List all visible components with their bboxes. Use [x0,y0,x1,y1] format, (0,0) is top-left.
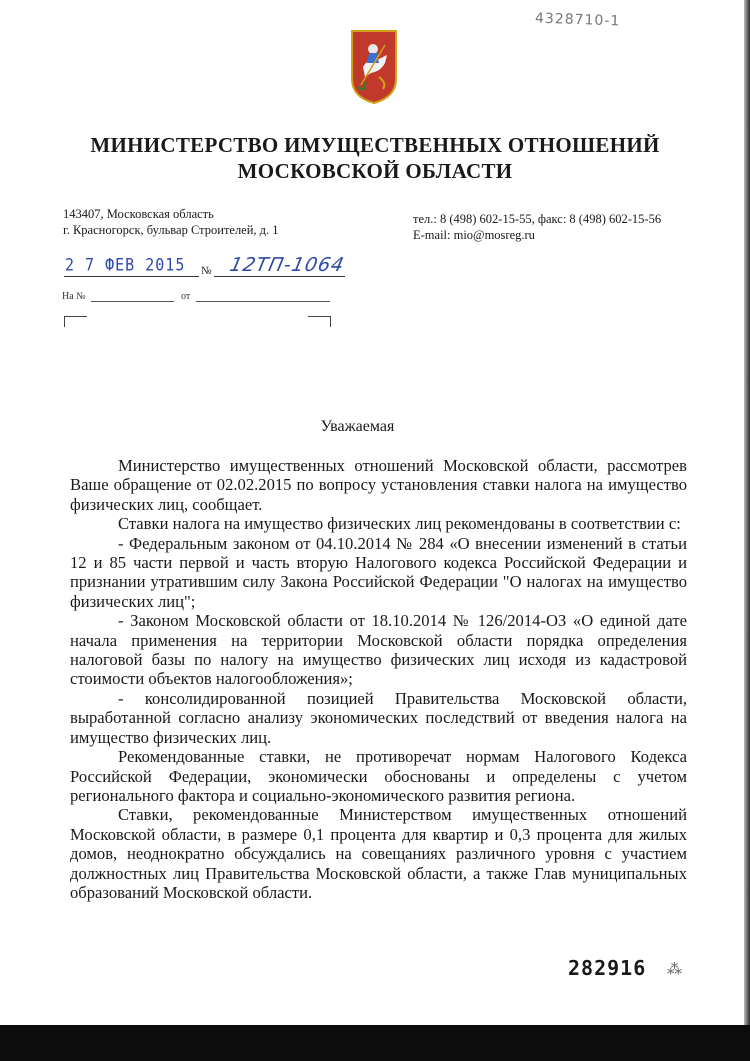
registration-number: 12ТП-1064 [227,254,347,276]
paragraph: - консолидированной позицией Правительства Московской области, выработанной согласно анализу экономических последствий от введения налога на имущество физических лиц. [70,688,687,747]
number-sign: № [201,265,212,277]
address-block-corner-left [64,316,87,327]
reference-from-label: от [181,291,191,302]
ministry-address [63,206,279,238]
paragraph: Рекомендованные ставки, не противоречат нормам Налогового Кодекса Российской Федерации, экономически обоснованы и определены с учетом регионального фактора и социально-экономического развития региона. [70,747,687,805]
handwritten-note: 4328710-1 [534,10,621,30]
ministry-title-line2: МОСКОВСКОЙ ОБЛАСТИ [237,159,513,183]
ministry-contacts [413,211,661,243]
paragraph: - Федеральным законом от 04.10.2014 № 284 «О внесении изменений в статьи 12 и 85 части первой и часть вторую Налогового кодекса Российской Федерации и признании утратившим силу Закона Российской Федерации "О налогах на имущество физических лиц"; [70,533,687,611]
coat-of-arms-icon [349,27,399,105]
phone-fax: тел.: 8 (498) 602-15-55, факс: 8 (498) 602-15-56 [413,212,662,226]
date-underline [64,276,199,277]
paragraph: Ставки налога на имущество физических лиц рекомендованы в соответствии с: [118,514,681,534]
reference-date-line [196,301,330,302]
address-line2: г. Красногорск, бульвар Строителей, д. 1 [63,223,279,237]
ministry-title [60,132,690,184]
salutation: Уважаемая [320,418,395,435]
document-serial-number: 282916 [568,956,647,980]
address-line1: 143407, Московская область [63,207,214,221]
letter-body [70,456,687,902]
number-underline [214,276,345,277]
scan-bottom-edge [0,1025,750,1061]
ministry-title-line1: МИНИСТЕРСТВО ИМУЩЕСТВЕННЫХ ОТНОШЕНИЙ [90,133,660,157]
paragraph: - Законом Московской области от 18.10.2014 № 126/2014-ОЗ «О единой дате начала применения на территории Московской области порядка определения налоговой базы по налогу на имущество физических лиц исходя из кадастровой стоимости объектов налогообложения»; [70,611,687,689]
reference-number-line [91,301,174,302]
scan-right-edge [744,0,750,1030]
paragraph: Министерство имущественных отношений Московской области, рассмотрев Ваше обращение от 02.02.2015 по вопросу установления ставки налога на имущество физических лиц, сообщает. [70,456,687,514]
email: E-mail: mio@mosreg.ru [413,228,535,242]
address-block-corner-right [308,316,331,327]
paragraph: Ставки, рекомендованные Министерством имущественных отношений Московской области, в размере 0,1 процента для квартир и 0,3 процента для жилых домов, неоднократно обсуждались на совещаниях различного уровня с участием должностных лиц Правительства Московской области, а также Глав муниципальных образований Московской области. [70,805,687,902]
reference-label: На № [62,291,86,302]
footer-mark-icon: ⁂ [667,962,682,978]
date-stamp: 2 7 ФЕВ 2015 [65,254,186,276]
